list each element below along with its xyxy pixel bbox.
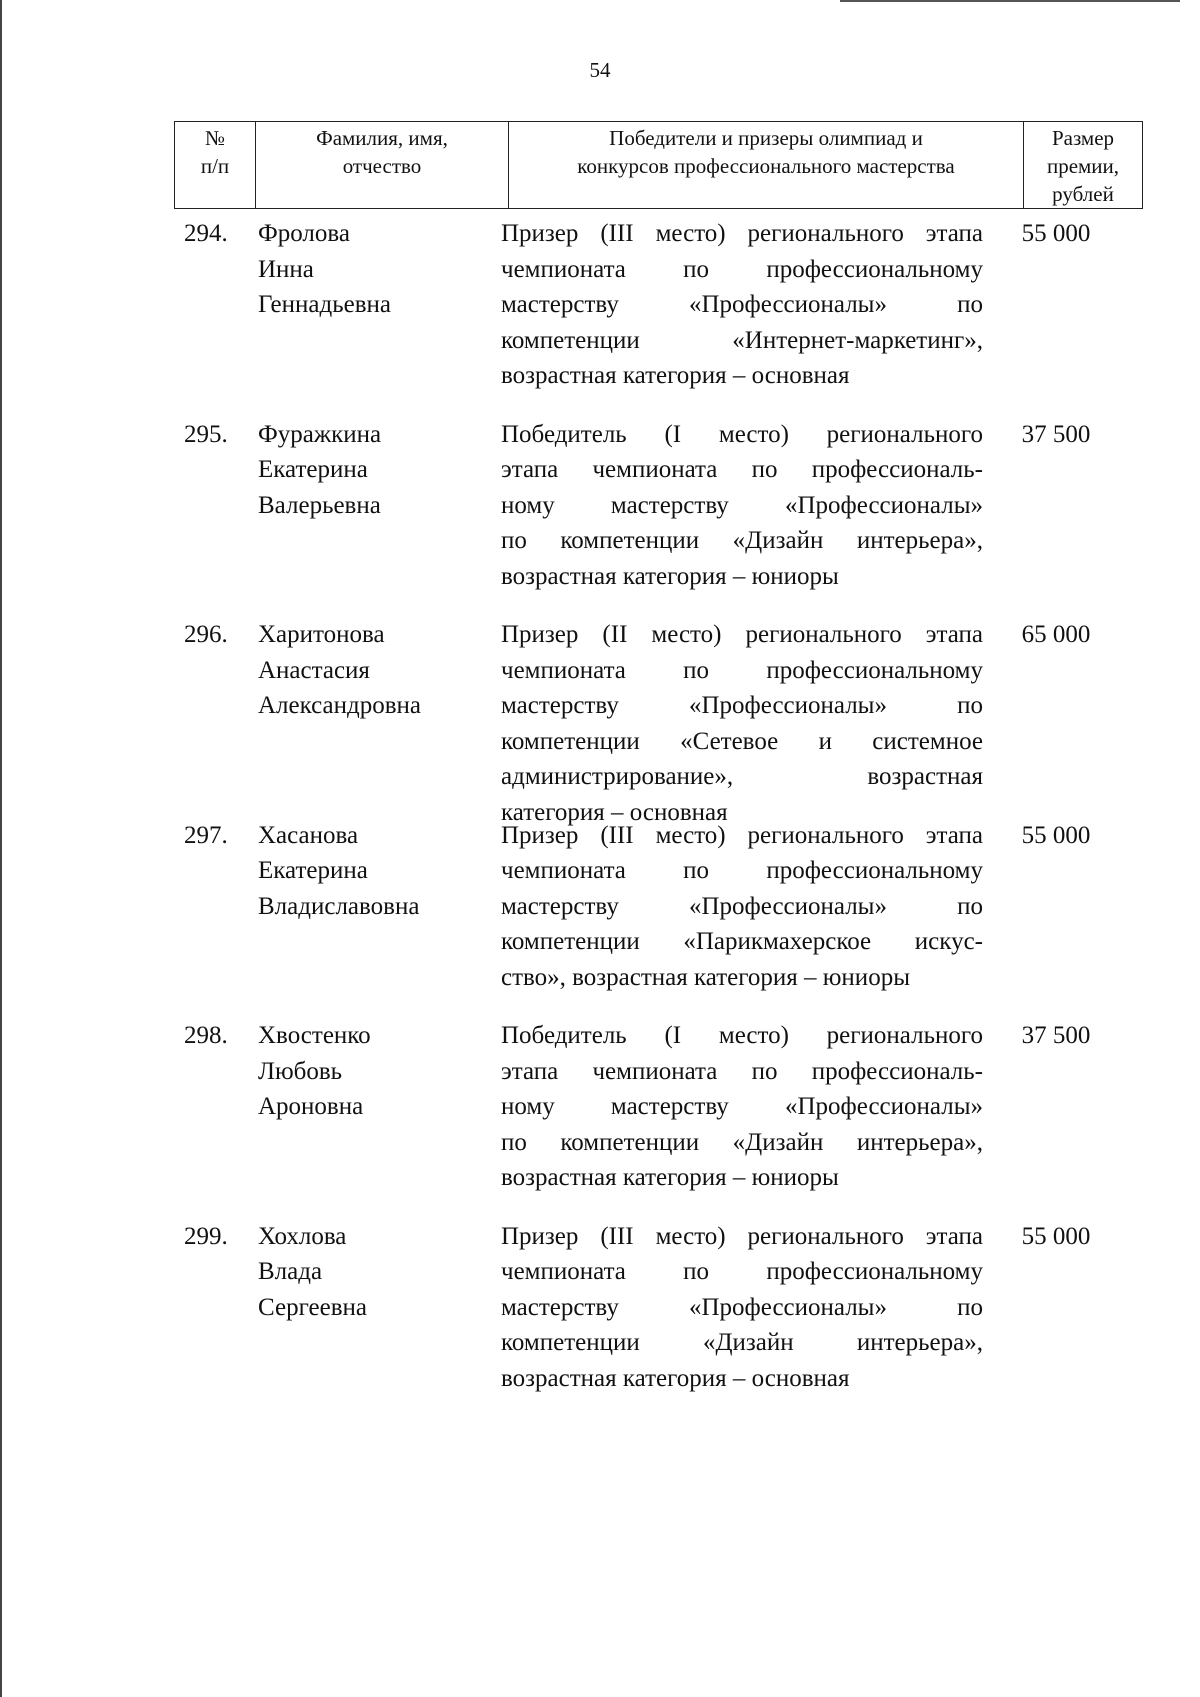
row-description: [501, 1219, 983, 1397]
header-description-line: конкурсов профессионального мастерства: [577, 154, 955, 178]
description-line: мастерству «Профессионалы» по: [501, 1293, 983, 1321]
row-prize: 55 000: [1021, 220, 1091, 247]
table-row: [174, 1219, 1106, 1420]
description-line: Призер (III место) регионального этапа: [501, 821, 983, 849]
row-number: 299.: [184, 1222, 228, 1250]
row-description: [501, 818, 983, 996]
fio-line: Геннадьевна: [258, 291, 391, 318]
row-number: 295.: [184, 420, 228, 448]
table-row: [174, 617, 1106, 826]
fio-line: Хохлова: [258, 1222, 347, 1250]
row-prize: 65 000: [1021, 621, 1091, 648]
header-row: [175, 122, 1143, 209]
header-fio-line: Фамилия, имя,: [316, 126, 448, 150]
description-line: администрирование», возрастная: [501, 763, 983, 790]
row-description: [501, 617, 983, 830]
description-line: Призер (III место) регионального этапа: [501, 1222, 983, 1250]
description-line: ному мастерству «Профессионалы»: [501, 1093, 983, 1120]
table-row: [174, 216, 1106, 417]
description-line: ному мастерству «Профессионалы»: [501, 491, 983, 519]
table-row: [174, 818, 1106, 1019]
row-number: 296.: [184, 621, 228, 648]
description-line: чемпионата по профессиональному: [501, 255, 983, 283]
description-line: по компетенции «Дизайн интерьера»,: [501, 1128, 983, 1156]
header-fio-line: отчество: [342, 154, 422, 178]
fio-line: Любовь: [258, 1057, 343, 1085]
description-line: возрастная категория – юниоры: [501, 1164, 839, 1191]
fio-line: Анастасия: [258, 656, 370, 684]
row-fio: [258, 1219, 488, 1326]
description-line: категория – основная: [501, 798, 728, 826]
header-prize-line: премии,: [1046, 154, 1120, 178]
fio-line: Фролова: [258, 220, 350, 247]
header-cell-number: [175, 122, 256, 209]
table-row: [174, 417, 1106, 618]
table-row: [174, 1018, 1106, 1219]
description-line: ство», возрастная категория – юниоры: [501, 963, 910, 991]
scan-top-edge: [840, 0, 1180, 2]
description-line: чемпионата по профессиональному: [501, 1258, 983, 1285]
fio-line: Ароновна: [258, 1093, 364, 1120]
row-fio: [258, 818, 488, 925]
description-line: Призер (II место) регионального этапа: [501, 621, 983, 648]
fio-line: Инна: [258, 255, 314, 283]
description-line: Победитель (I место) регионального: [501, 1022, 983, 1049]
description-line: мастерству «Профессионалы» по: [501, 892, 983, 920]
fio-line: Харитонова: [258, 621, 385, 648]
table-body: [174, 216, 1106, 1419]
scan-left-edge: [0, 0, 2, 1697]
header-prize-line: рублей: [1052, 182, 1114, 206]
fio-line: Сергеевна: [258, 1293, 367, 1321]
row-prize: 37 500: [1021, 1022, 1091, 1049]
description-line: возрастная категория – основная: [501, 1364, 850, 1392]
description-line: возрастная категория – юниоры: [501, 562, 839, 590]
fio-line: Екатерина: [258, 456, 368, 483]
row-fio: [258, 417, 488, 524]
header-prize-line: Размер: [1051, 126, 1115, 150]
row-prize: 55 000: [1021, 821, 1091, 849]
row-description: [501, 417, 983, 595]
description-line: мастерству «Профессионалы» по: [501, 291, 983, 318]
fio-line: Фуражкина: [258, 420, 382, 448]
row-prize: 55 000: [1021, 1222, 1091, 1250]
page-number: 54: [589, 58, 611, 82]
row-number: 294.: [184, 220, 228, 247]
row-fio: [258, 1018, 488, 1125]
row-fio: [258, 216, 488, 323]
description-line: компетенции «Сетевое и системное: [501, 727, 983, 755]
fio-line: Екатерина: [258, 857, 368, 884]
description-line: возрастная категория – основная: [501, 362, 850, 389]
row-number: 297.: [184, 821, 228, 849]
description-line: компетенции «Дизайн интерьера»,: [501, 1329, 983, 1356]
header-description-line: Победители и призеры олимпиад и: [609, 126, 923, 150]
row-description: [501, 1018, 983, 1196]
table-header: [174, 121, 1143, 209]
description-line: чемпионата по профессиональному: [501, 857, 983, 884]
fio-line: Валерьевна: [258, 491, 381, 519]
header-cell-fio: [256, 122, 509, 209]
row-number: 298.: [184, 1022, 228, 1049]
description-line: по компетенции «Дизайн интерьера»,: [501, 527, 983, 554]
fio-line: Хасанова: [258, 821, 359, 849]
header-cell-description: [509, 122, 1024, 209]
header-number-line: п/п: [200, 154, 230, 178]
description-line: компетенции «Парикмахерское искус-: [501, 928, 983, 955]
description-line: компетенции «Интернет-маркетинг»,: [501, 326, 983, 354]
row-fio: [258, 617, 488, 724]
header-number-line: №: [204, 126, 226, 150]
description-line: этапа чемпионата по профессиональ-: [501, 456, 983, 483]
description-line: чемпионата по профессиональному: [501, 656, 983, 684]
fio-line: Влада: [258, 1258, 323, 1285]
description-line: Победитель (I место) регионального: [501, 420, 983, 448]
description-line: мастерству «Профессионалы» по: [501, 692, 983, 719]
fio-line: Александровна: [258, 692, 422, 719]
fio-line: Владиславовна: [258, 892, 420, 920]
row-prize: 37 500: [1021, 420, 1091, 448]
row-description: [501, 216, 983, 394]
description-line: Призер (III место) регионального этапа: [501, 220, 983, 247]
description-line: этапа чемпионата по профессиональ-: [501, 1057, 983, 1085]
fio-line: Хвостенко: [258, 1022, 371, 1049]
header-cell-prize: [1024, 122, 1143, 209]
